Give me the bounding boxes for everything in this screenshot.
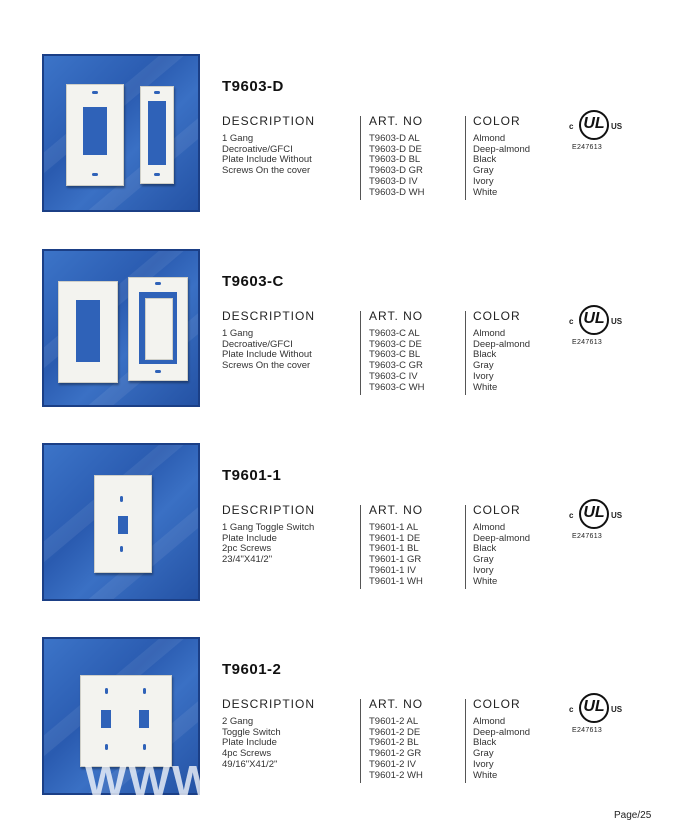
- ul-file-number: E247613: [572, 339, 603, 346]
- divider: [360, 116, 361, 200]
- artno-item: T9603-D IV: [369, 175, 418, 187]
- color-item: White: [473, 186, 498, 198]
- color-item: Ivory: [473, 370, 494, 382]
- ul-certification-logo: [568, 110, 624, 156]
- color-item: Gray: [473, 360, 494, 372]
- artno-item: T9601-2 BL: [369, 737, 419, 749]
- artno-item: T9603-D GR: [369, 165, 423, 177]
- description-line: 2pc Screws: [222, 543, 272, 555]
- color-list: [473, 717, 530, 781]
- ul-c-mark: c: [569, 122, 574, 131]
- divider: [465, 505, 466, 589]
- artno-list: [369, 717, 423, 781]
- color-item: Ivory: [473, 175, 494, 187]
- description-line: Plate Include Without: [222, 349, 312, 361]
- artno-item: T9601-2 GR: [369, 748, 422, 760]
- color-item: Black: [473, 543, 497, 555]
- artno-item: T9603-D DE: [369, 143, 422, 155]
- artno-heading: ART. NO: [369, 309, 424, 323]
- divider: [465, 311, 466, 395]
- color-item: Deep-almond: [473, 143, 531, 155]
- product-block-t9603-c: [0, 249, 687, 414]
- product-model: T9601-1: [222, 467, 282, 484]
- divider: [360, 699, 361, 783]
- color-item: Almond: [473, 133, 506, 144]
- product-photo: [42, 443, 200, 601]
- artno-item: T9603-C DE: [369, 338, 422, 350]
- color-item: Black: [473, 737, 497, 749]
- description-line: Toggle Switch: [222, 726, 281, 738]
- color-heading: COLOR: [473, 309, 521, 323]
- ul-mark: UL: [583, 698, 605, 715]
- description-line: 4pc Screws: [222, 748, 272, 760]
- description-line: 1 Gang: [222, 133, 254, 144]
- description-line: 2 Gang: [222, 716, 254, 727]
- description-list: [222, 717, 281, 771]
- artno-item: T9601-2 IV: [369, 758, 416, 770]
- artno-item: T9603-C WH: [369, 381, 425, 393]
- product-model: T9601-2: [222, 661, 282, 678]
- color-list: [473, 523, 530, 587]
- artno-list: [369, 329, 424, 393]
- artno-item: T9603-C IV: [369, 370, 418, 382]
- description-line: 1 Gang Toggle Switch: [222, 522, 315, 533]
- description-heading: DESCRIPTION: [222, 114, 316, 128]
- ul-us-mark: US: [611, 122, 623, 131]
- artno-heading: ART. NO: [369, 503, 424, 517]
- ul-c-mark: c: [569, 705, 574, 714]
- color-list: [473, 329, 530, 393]
- ul-mark: UL: [583, 310, 605, 327]
- product-photo: [42, 249, 200, 407]
- artno-item: T9601-1 IV: [369, 564, 416, 576]
- color-item: White: [473, 575, 498, 587]
- artno-item: T9601-2 AL: [369, 716, 419, 727]
- description-line: Plate Include: [222, 737, 277, 749]
- artno-item: T9603-D BL: [369, 154, 421, 166]
- description-line: 1 Gang: [222, 328, 254, 339]
- color-heading: COLOR: [473, 697, 521, 711]
- product-photo: [42, 54, 200, 212]
- product-model: T9603-D: [222, 78, 284, 95]
- description-line: Plate Include Without: [222, 154, 312, 166]
- description-line: 49/16"X41/2": [222, 758, 278, 770]
- artno-item: T9603-D WH: [369, 186, 425, 198]
- description-heading: DESCRIPTION: [222, 697, 316, 711]
- color-item: White: [473, 769, 498, 781]
- color-item: Gray: [473, 748, 494, 760]
- color-item: Deep-almond: [473, 726, 531, 738]
- description-line: 23/4"X41/2": [222, 554, 273, 566]
- ul-file-number: E247613: [572, 144, 603, 151]
- product-model: T9603-C: [222, 273, 284, 290]
- description-line: Screws On the cover: [222, 165, 311, 177]
- description-list: [222, 329, 312, 372]
- ul-us-mark: US: [611, 705, 623, 714]
- color-item: Almond: [473, 328, 506, 339]
- color-item: Ivory: [473, 564, 494, 576]
- color-heading: COLOR: [473, 503, 521, 517]
- watermark: WWW: [85, 757, 216, 806]
- color-heading: COLOR: [473, 114, 521, 128]
- ul-mark: UL: [583, 115, 605, 132]
- page-number: Page/25: [614, 810, 652, 821]
- ul-c-mark: c: [569, 511, 574, 520]
- color-item: Gray: [473, 554, 494, 566]
- artno-list: [369, 134, 424, 198]
- artno-item: T9603-C AL: [369, 328, 420, 339]
- artno-item: T9601-1 WH: [369, 575, 423, 587]
- ul-us-mark: US: [611, 317, 623, 326]
- artno-item: T9601-2 DE: [369, 726, 421, 738]
- artno-item: T9601-2 WH: [369, 769, 423, 781]
- artno-item: T9601-1 GR: [369, 554, 422, 566]
- ul-certification-logo: [568, 693, 624, 739]
- color-item: White: [473, 381, 498, 393]
- color-list: [473, 134, 530, 198]
- divider: [360, 505, 361, 589]
- ul-certification-logo: [568, 305, 624, 351]
- color-item: Deep-almond: [473, 532, 531, 544]
- divider: [465, 116, 466, 200]
- product-block-t9601-1: [0, 443, 687, 608]
- ul-us-mark: US: [611, 511, 623, 520]
- ul-mark: UL: [583, 504, 605, 521]
- color-item: Ivory: [473, 758, 494, 770]
- artno-list: [369, 523, 423, 587]
- description-line: Screws On the cover: [222, 360, 311, 372]
- artno-item: T9601-1 AL: [369, 522, 419, 533]
- description-list: [222, 134, 312, 177]
- artno-item: T9601-1 DE: [369, 532, 421, 544]
- artno-heading: ART. NO: [369, 697, 424, 711]
- ul-c-mark: c: [569, 317, 574, 326]
- color-item: Deep-almond: [473, 338, 531, 350]
- divider: [465, 699, 466, 783]
- description-line: Decroative/GFCI: [222, 338, 293, 350]
- ul-file-number: E247613: [572, 727, 603, 734]
- description-heading: DESCRIPTION: [222, 309, 316, 323]
- color-item: Almond: [473, 716, 506, 727]
- artno-item: T9603-D AL: [369, 133, 420, 144]
- divider: [360, 311, 361, 395]
- artno-item: T9603-C GR: [369, 360, 423, 372]
- color-item: Gray: [473, 165, 494, 177]
- product-block-t9603-d: [0, 54, 687, 219]
- artno-item: T9601-1 BL: [369, 543, 419, 555]
- description-line: Decroative/GFCI: [222, 143, 293, 155]
- description-list: [222, 523, 314, 566]
- ul-certification-logo: [568, 499, 624, 545]
- color-item: Black: [473, 154, 497, 166]
- artno-item: T9603-C BL: [369, 349, 421, 361]
- ul-file-number: E247613: [572, 533, 603, 540]
- description-line: Plate Include: [222, 532, 277, 544]
- color-item: Black: [473, 349, 497, 361]
- color-item: Almond: [473, 522, 506, 533]
- description-heading: DESCRIPTION: [222, 503, 316, 517]
- artno-heading: ART. NO: [369, 114, 424, 128]
